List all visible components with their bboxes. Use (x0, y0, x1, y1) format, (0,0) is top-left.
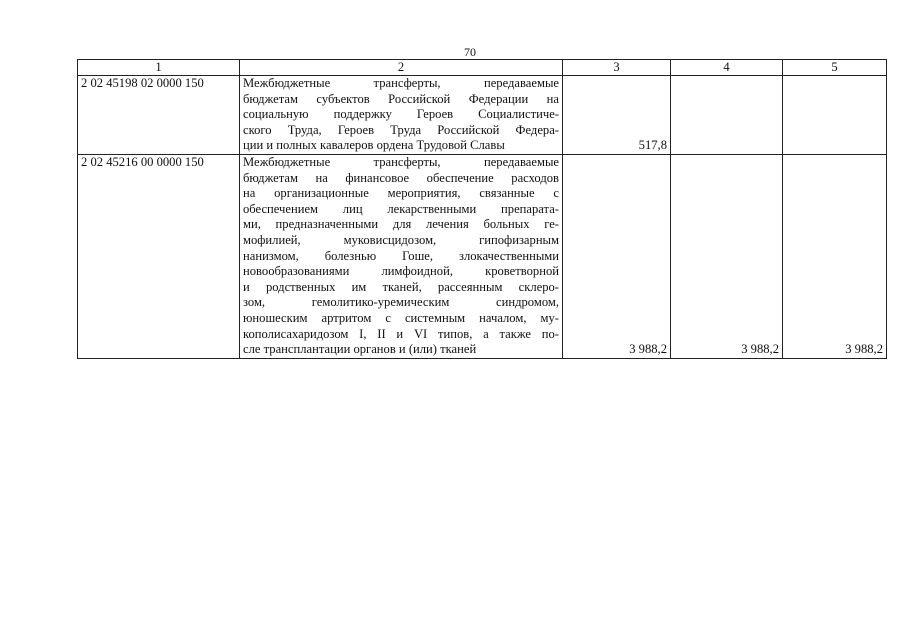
description-line: кополисахаридозом I, II и VI типов, а также по- (243, 326, 559, 341)
description-line: юношеским артритом с системным началом, му- (243, 310, 559, 325)
column-header-5: 5 (783, 60, 887, 76)
description-line: новообразованиями лимфоидной, кроветворной (243, 264, 559, 279)
description-line: зом, гемолитико-уремическим синдромом, (243, 295, 559, 310)
column-header-3: 3 (563, 60, 671, 76)
description-line: нанизмом, болезнью Гоше, злокачественными (243, 248, 559, 263)
amount-col4 (671, 76, 783, 155)
amount-col4: 3 988,2 (671, 154, 783, 358)
page-number: 70 (464, 45, 476, 59)
description-line: социальную поддержку Героев Социалистиче- (243, 107, 559, 122)
column-header-2: 2 (240, 60, 563, 76)
description-line: сле трансплантации органов и (или) тканей (243, 342, 477, 357)
description-line: Межбюджетные трансферты, передаваемые (243, 154, 559, 169)
budget-code: 2 02 45198 02 0000 150 (78, 76, 240, 155)
table-row (78, 76, 887, 155)
amount-col3: 3 988,2 (563, 154, 671, 358)
budget-code: 2 02 45216 00 0000 150 (78, 154, 240, 358)
description-line: ми, предназначенными для лечения больных ге- (243, 217, 559, 232)
table-row (78, 154, 887, 358)
description-line: ского Труда, Героев Труда Российской Федера- (243, 122, 559, 137)
description-line: на организационные мероприятия, связанные с (243, 186, 559, 201)
amount-col5 (783, 76, 887, 155)
description-line: бюджетам на финансовое обеспечение расходов (243, 170, 559, 185)
row-description (240, 76, 563, 155)
description-line: и родственных им тканей, рассеянным склеро- (243, 279, 559, 294)
budget-table (77, 59, 887, 359)
description-line: Межбюджетные трансферты, передаваемые (243, 76, 559, 90)
description-line: обеспечением лиц лекарственными препарата- (243, 201, 559, 216)
description-line: ции и полных кавалеров ордена Трудовой Славы (243, 138, 505, 153)
description-line: бюджетам субъектов Российской Федерации на (243, 91, 559, 106)
column-header-1: 1 (78, 60, 240, 76)
column-header-4: 4 (671, 60, 783, 76)
description-line: мофилией, муковисцидозом, гипофизарным (243, 232, 559, 247)
amount-col5: 3 988,2 (783, 154, 887, 358)
amount-col3: 517,8 (563, 76, 671, 155)
table-header-row (78, 60, 887, 76)
row-description (240, 154, 563, 358)
